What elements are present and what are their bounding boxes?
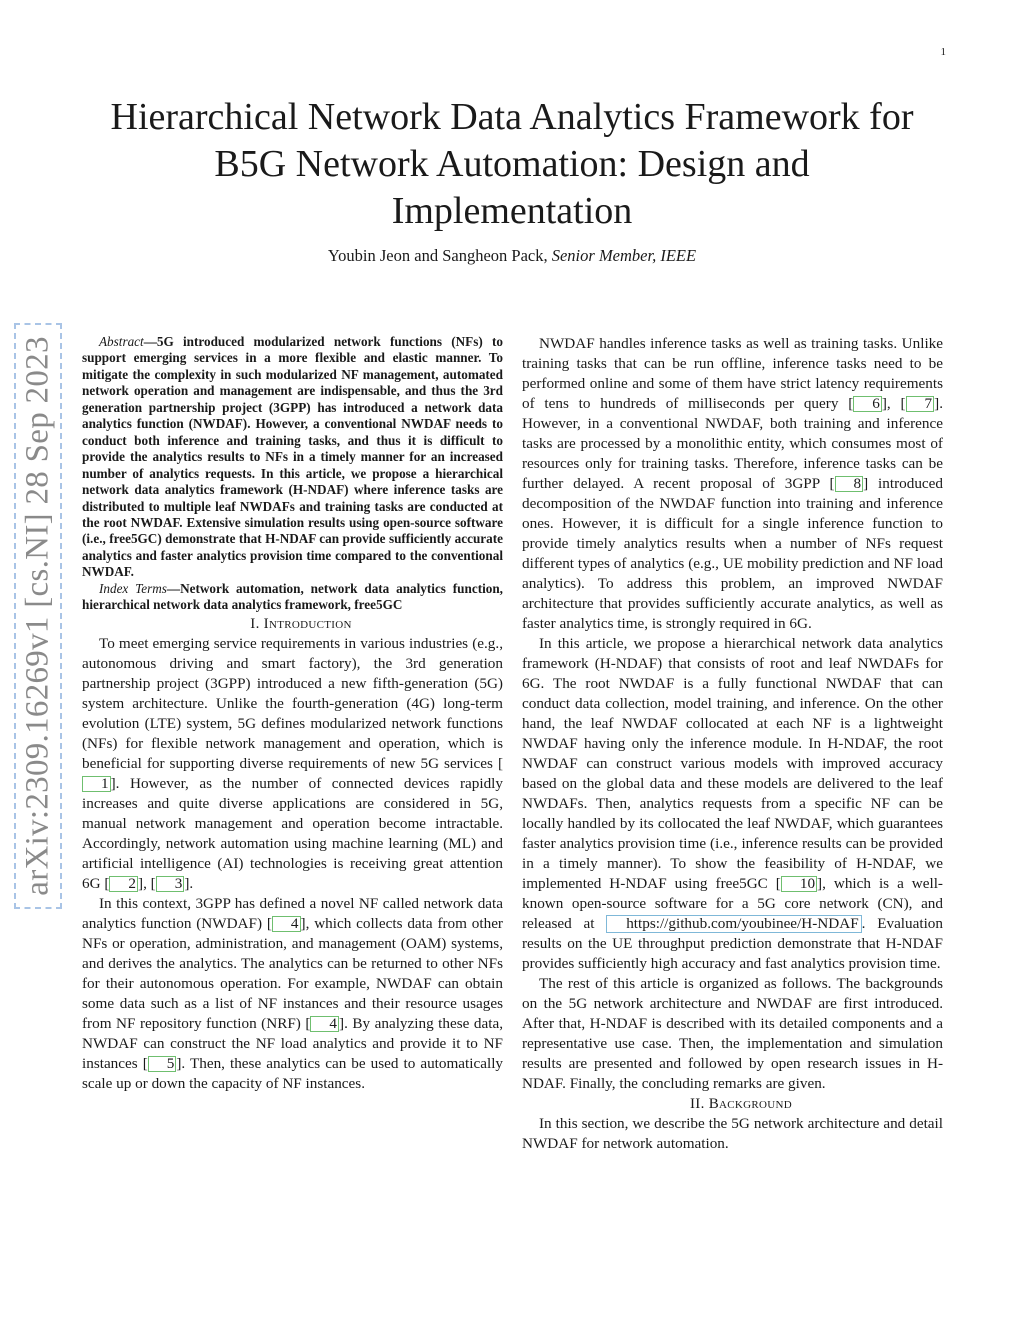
citation-link[interactable]: 7	[906, 396, 935, 412]
arxiv-stamp-text: arXiv:2309.16269v1 [cs.NI] 28 Sep 2023	[19, 336, 56, 896]
index-terms-text: —Network automation, network data analytics function, hierarchical network data analytics framework, free5GC	[82, 580, 503, 613]
paragraph: In this article, we propose a hierarchical network data analytics framework (H-NDAF) that consists of root and leaf NWDAFs for 6G. The root NWDAF is a fully functional NWDAF that can conduct data collection, model training, and inference. On the other hand, the leaf NWDAF collocated at each NF is a lightweight NWDAF having only the inference module. In H-NDAF, the root NWDAF can construct various models with improved accuracy based on the global data and these models are delivered to the leaf NWDAFs. Then, analytics requests from a specific NF can be locally handled by its collocated the leaf NWDAF, which guarantees faster analytics provision time (i.e., inference results can be provided in a timely manner). To show the feasibility of H-NDAF, we implemented H-NDAF using free5GC [ 10 ], which is a well-known open-source software for a 5G core network (CN), and released at https://github.com/youbinee/H-NDAF . Evaluation results on the UE throughput prediction demonstrate that H-NDAF provides sufficiently high accuracy and fast analytics provision time.	[522, 635, 943, 972]
abstract	[82, 334, 503, 581]
author-line	[90, 245, 934, 267]
github-url-link[interactable]: https://github.com/youbinee/H-NDAF	[606, 915, 861, 933]
citation-link[interactable]: 10	[781, 876, 817, 892]
citation-link[interactable]: 8	[835, 476, 864, 492]
paragraph-text: . Then, these analytics can be used to automatically scale up or down the capacity of NF instances.	[82, 1054, 504, 1092]
abstract-label: Abstract	[99, 334, 144, 349]
author-names: Youbin Jeon and Sangheon Pack,	[327, 246, 548, 265]
paragraph: In this context, 3GPP has defined a novel NF called network data analytics function (NWDAF) [ 4 ], which collects data from other NFs or operation, administration, and management (OAM) systems, and derives the analytics. The analytics can be returned to other NFs for their autonomous operation. For example, NWDAF can obtain some data such as a list of NF instances and their resource usages from NF repository function (NRF) [ 4 ]. By analyzing these data, NWDAF can construct the NF load analytics and provide it to NF instances [ 5 ]. Then, these analytics can be used to automatically scale up or down the capacity of NF instances.	[82, 894, 504, 1092]
paragraph-text: introduced decomposition of the NWDAF function into training and inference ones. However, it is difficult for a single inference function to provide timely analytics results when a number of NFs request different types of analytics (e.g., UE mobility prediction and NF load analytics). To address this problem, an improved NWDAF architecture that provides sufficiently accurate analytics, as well as faster analytics time, is strongly required in 6G.	[522, 475, 943, 632]
paragraph-text: To meet emerging service requirements in various industries (e.g., autonomous driving and smart factory), the 3rd generation partnership project (3GPP) introduced a new fifth-generation (5G) system architecture. Unlike the fourth-generation (4G) long-term evolution (LTE) system, 5G defines modularized network functions (NFs) for flexible network management and operation, which is beneficial for supporting diverse requirements of new 5G services	[82, 634, 503, 772]
paragraph-text: In this context, 3GPP has defined a novel NF called network data analytics function (NWDAF)	[82, 894, 503, 932]
paragraph: NWDAF handles inference tasks as well as training tasks. Unlike training tasks that can be run offline, inference tasks need to be performed online and some of them have strict latency requirements of tens to hundreds of milliseconds per query [ 6 ], [ 7 ]. However, in a conventional NWDAF, both training and inference tasks are processed by a monolithic entity, which consumes most of resources only for training tasks. Therefore, inference tasks can be further delayed. A recent proposal of 3GPP [ 8 ] introduced decomposition of the NWDAF function into training and inference ones. However, it is difficult for a single inference function to provide timely analytics results when a number of NFs request different types of analytics (e.g., UE mobility prediction and NF load analytics). To address this problem, an improved NWDAF architecture that provides sufficiently accurate analytics, as well as faster analytics time, is strongly required in 6G.	[522, 335, 943, 632]
paragraph-text: In this article, we propose a hierarchical network data analytics framework (H-NDAF) that consists of root and leaf NWDAFs for 6G. The root NWDAF is a fully functional NWDAF that can conduct data collection, model training, and inference. On the other hand, the leaf NWDAF collocated at each NF is a lightweight NWDAF having only the inference module. In H-NDAF, the root NWDAF can construct various models with improved accuracy based on the global data and these models are delivered to the leaf NWDAFs. Then, analytics requests from a specific NF can be locally handled by its collocated the leaf NWDAF, which guarantees faster analytics provision time (i.e., inference results can be provided in a timely manner). To show the feasibility of H-NDAF, we implemented H-NDAF using free5GC	[522, 635, 943, 892]
citation-link[interactable]: 3	[156, 876, 185, 892]
citation-link[interactable]: 5	[148, 1056, 177, 1072]
left-column	[82, 334, 503, 1094]
paragraph-text: , which collects data from other NFs or operation, administration, and management (OAM) systems, and derives the analytics. The analytics can be returned to other NFs for their autonomous operation. For example, NWDAF can obtain some data such as a list of NF instances and their resource usages from NF repository function (NRF)	[82, 914, 503, 1032]
paper-title: Hierarchical Network Data Analytics Framework for B5G Network Automation: Design and Implementation	[110, 96, 914, 232]
section-heading-background: II. Background	[690, 1096, 792, 1112]
paragraph-text: . However, in a conventional NWDAF, both training and inference tasks are processed by a monolithic entity, which consumes most of resources only for training tasks. Therefore, inference tasks can be further delayed. A recent proposal of 3GPP	[522, 395, 943, 492]
citation-link[interactable]: 1	[82, 776, 111, 792]
paragraph-text: .	[189, 874, 194, 892]
citation-link[interactable]: 4	[310, 1016, 339, 1032]
paragraph-text: . Evaluation results on the UE throughput prediction demonstrate that H-NDAF provides sufficiently high accuracy and fast analytics provision time.	[522, 915, 943, 972]
paragraph-text: ,	[886, 395, 901, 412]
paragraph-text: , which is a well-known open-source software for a 5G core network (CN), and released at	[522, 875, 943, 932]
index-terms-label: Index Terms	[99, 580, 167, 596]
paragraph-text: . By analyzing these data, NWDAF can construct the NF load analytics and provide it to NF instances	[82, 1014, 503, 1072]
right-column	[522, 334, 943, 1154]
paragraph: The rest of this article is organized as follows. The backgrounds on the 5G network architecture and NWDAF are first introduced. After that, H-NDAF is described with its detailed components and a representative use case. Then, the implementation and simulation results are presented and followed by open research issues in H-NDAF. Finally, the concluding remarks are given.	[522, 975, 943, 1092]
citation-link[interactable]: 2	[109, 876, 138, 892]
paragraph: To meet emerging service requirements in various industries (e.g., autonomous driving and smart factory), the 3rd generation partnership project (3GPP) introduced a new fifth-generation (5G) system architecture. Unlike the fourth-generation (4G) long-term evolution (LTE) system, 5G defines modularized network functions (NFs) for flexible network management and operation, which is beneficial for supporting diverse requirements of new 5G services [1 ]. However, as the number of connected devices rapidly increases and quite diverse applications are considered in 5G, manual network management and operation become intractable. Accordingly, network automation using machine learning (ML) and artificial intelligence (AI) technologies is receiving great attention 6G [ 2 ], [ 3 ].	[82, 634, 503, 892]
citation-link[interactable]: 4	[272, 916, 301, 932]
page-number: 1	[940, 46, 946, 58]
citation-link[interactable]: 6	[853, 396, 882, 412]
abstract-text: —5G introduced modularized network functions (NFs) to support emerging services in a more flexible and elastic manner. To mitigate the complexity in such modularized NF management, automated network operation and management are indispensable, and thus the 3rd generation partnership project (3GPP) has introduced a network data analytics function (NWDAF). However, a conventional NWDAF needs to conduct both inference and training tasks, and thus it is difficult to provide the analytics results to NFs in a timely manner for an increased number of analytics requests. In this article, we propose a hierarchical network data analytics framework (H-NDAF) where inference tasks are distributed to multiple leaf NWDAFs and training tasks are conducted at the root NWDAF. Extensive simulation results using open-source software (i.e., free5GC) demonstrate that H-NDAF can provide sufficiently accurate analytics and faster analytics provision time compared to the conventional NWDAF.	[82, 334, 503, 580]
index-terms	[82, 581, 503, 614]
author-role: Senior Member, IEEE	[551, 246, 697, 265]
section-heading-introduction: I. Introduction	[250, 615, 352, 632]
paragraph-text: . However, as the number of connected devices rapidly increases and quite diverse applications are considered in 5G, manual network management and operation become intractable. Accordingly, network automation using machine learning (ML) and artificial intelligence (AI) technologies is receiving great attention 6G	[82, 774, 503, 892]
paragraph-text: ,	[143, 874, 151, 892]
paragraph: In this section, we describe the 5G network architecture and detail NWDAF for network automation.	[522, 1115, 943, 1152]
paragraph-text: NWDAF handles inference tasks as well as training tasks. Unlike training tasks that can be run offline, inference tasks need to be performed online and some of them have strict latency requirements of tens to hundreds of milliseconds per query	[522, 335, 943, 412]
